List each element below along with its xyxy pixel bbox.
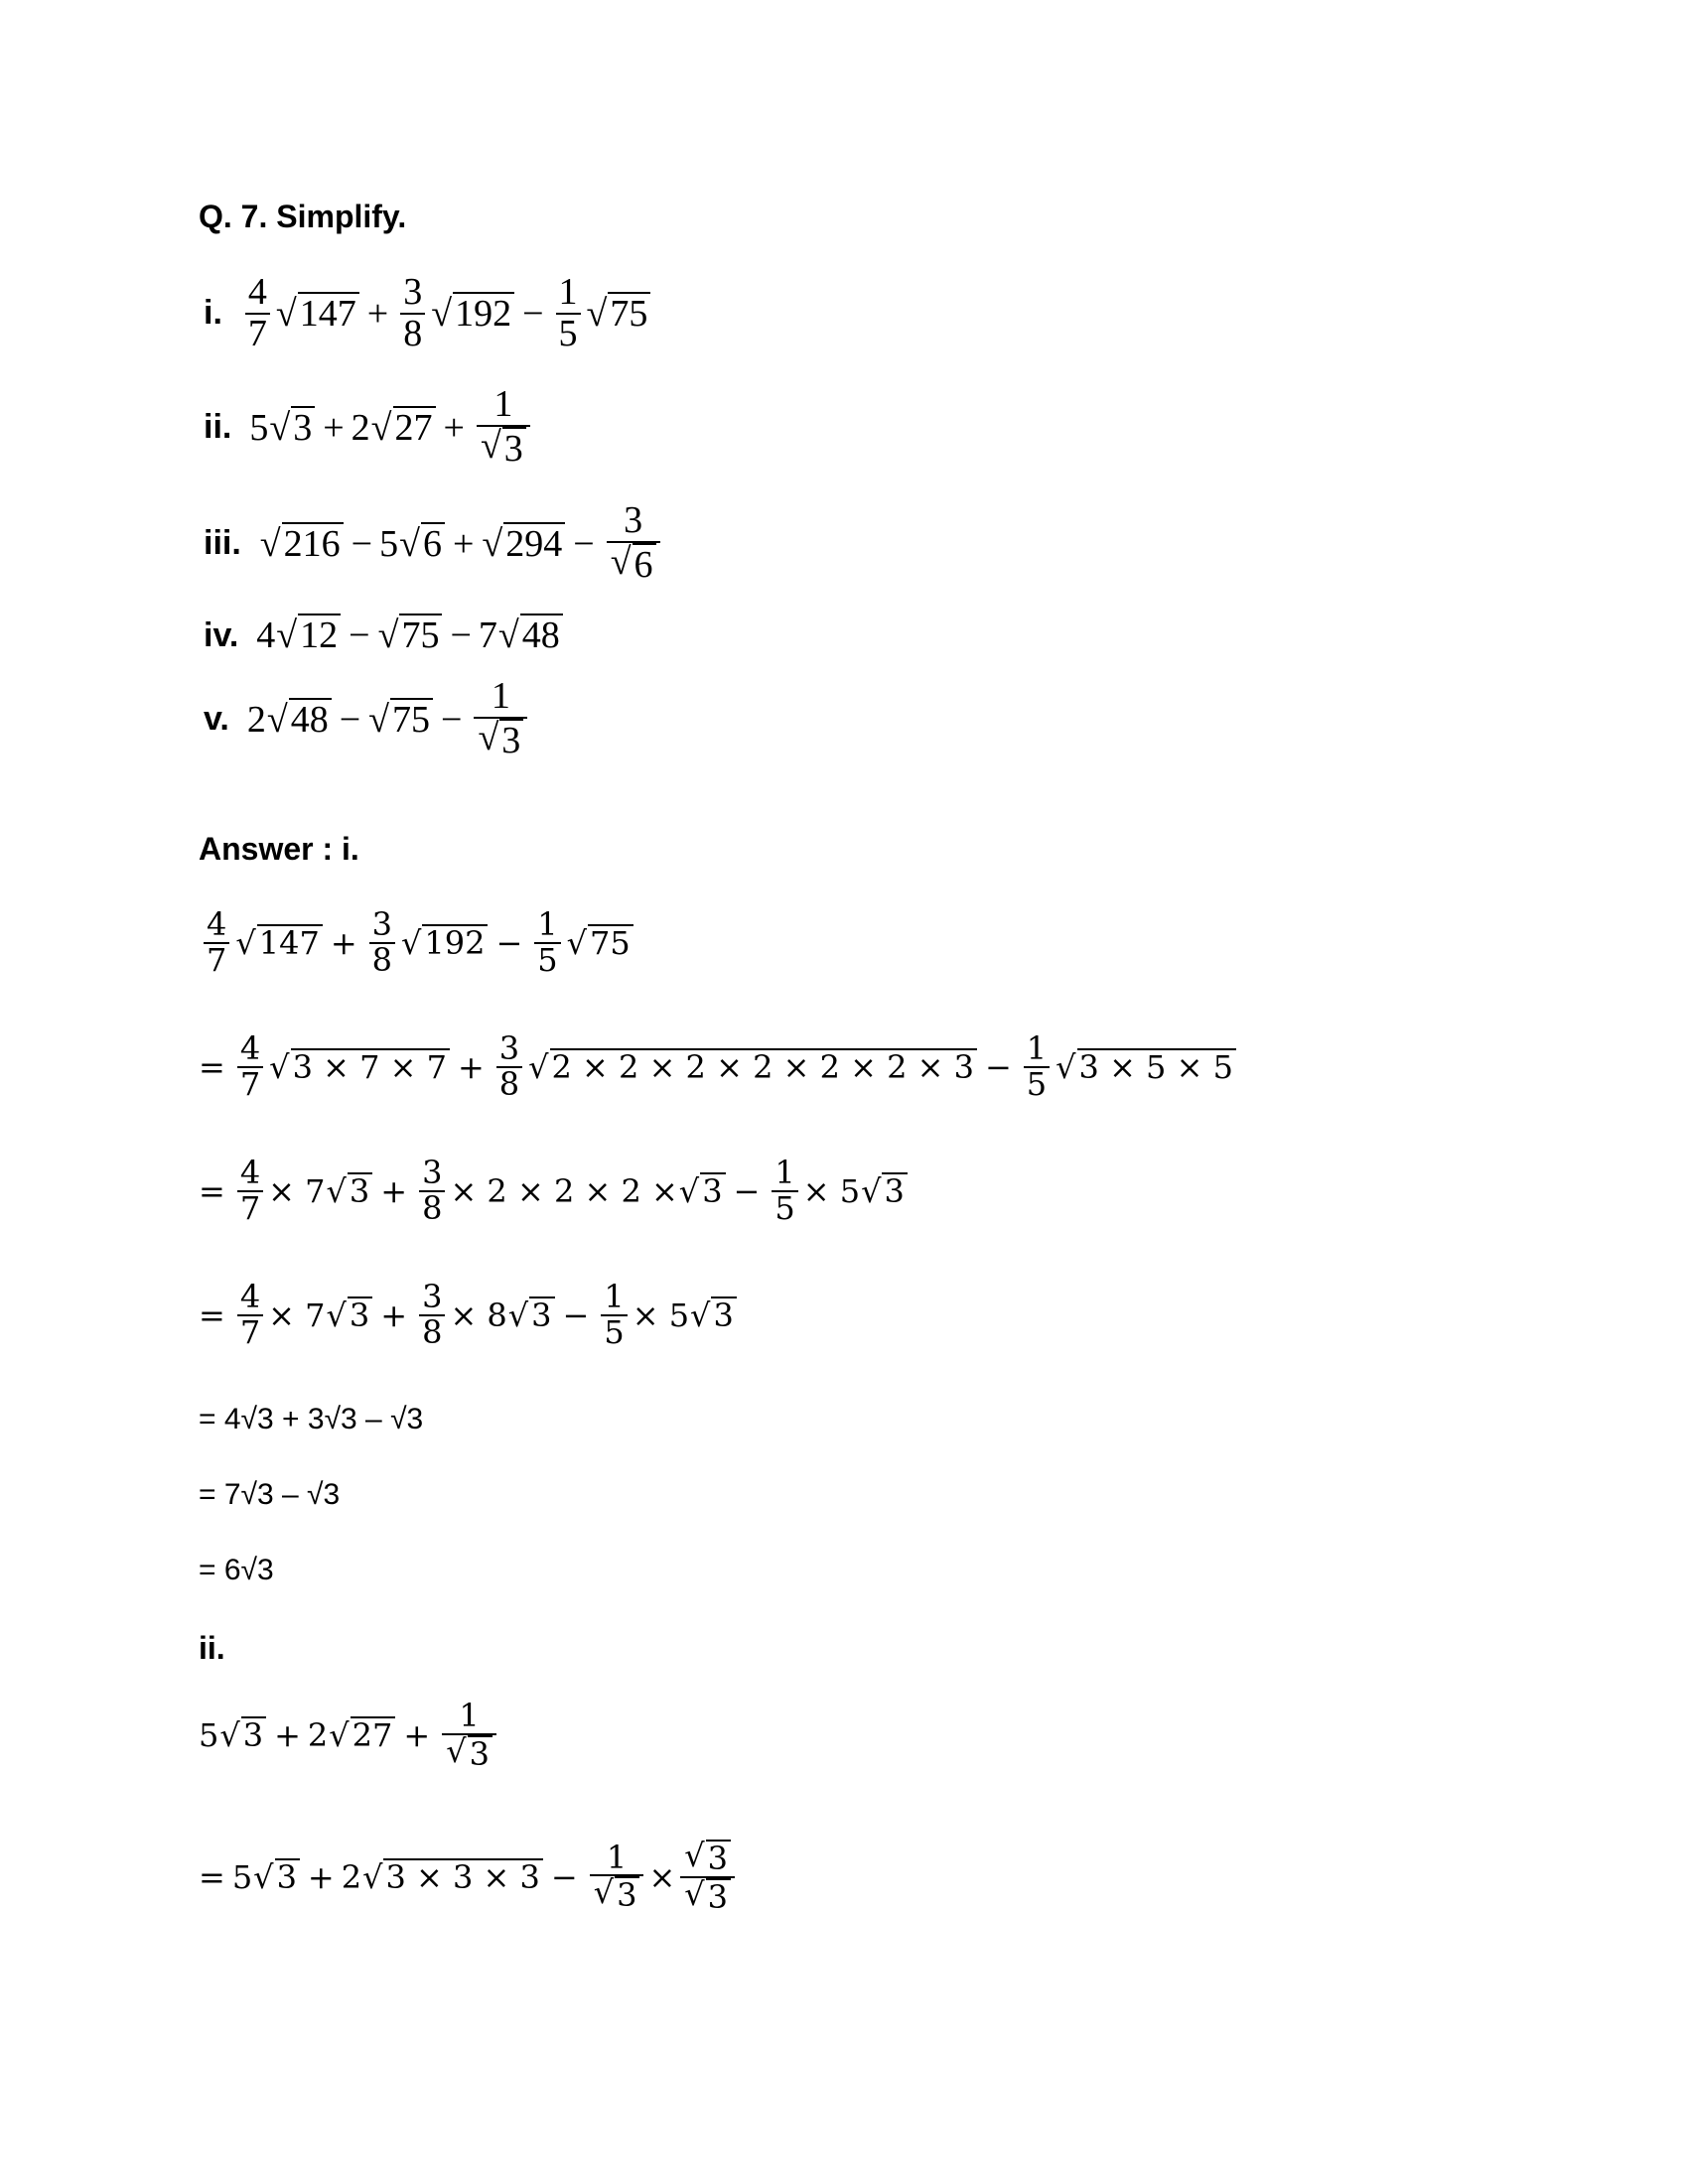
operator: + — [452, 522, 475, 565]
operator: + — [380, 1296, 408, 1334]
radical: √ 294 — [482, 522, 565, 566]
answer-i-line-4 — [199, 1278, 738, 1351]
operator: − — [733, 1171, 761, 1210]
fraction: 1 √ 3 — [442, 1700, 496, 1772]
radical: √ 75 — [567, 924, 633, 962]
fraction: $\frac{4}{7}$ — [245, 273, 270, 354]
coefficient: 5 — [231, 1858, 253, 1897]
fraction: $\frac{4}{7}$ — [204, 908, 229, 977]
fraction: 1 √ 3 — [477, 385, 530, 471]
fraction: $\frac{3}{8}$ — [369, 908, 395, 977]
operator: + — [330, 923, 357, 962]
item-label: v. — [204, 700, 229, 739]
answer-heading: Answer : i. — [199, 831, 359, 867]
radical: √ 75 — [378, 614, 443, 657]
question-item-iii — [204, 501, 665, 587]
fraction: $\frac{3}{8}$ — [419, 1281, 445, 1349]
equals-sign: = — [199, 1171, 225, 1210]
fraction: $\frac{4}{7}$ — [237, 1157, 263, 1225]
fraction: $\frac{3}{8}$ — [496, 1032, 522, 1101]
question-item-iv — [204, 614, 564, 657]
operator: − — [573, 522, 595, 565]
item-label: ii. — [204, 408, 232, 447]
fraction: $\frac{1}{5}$ — [772, 1157, 797, 1225]
operator: + — [274, 1716, 301, 1755]
times-sign: × — [648, 1858, 676, 1897]
radical: √ 48 — [498, 614, 563, 657]
multiplier: × 2 × 2 × 2 × — [450, 1171, 678, 1210]
coefficient: 7 — [478, 614, 497, 656]
operator: − — [339, 698, 361, 741]
fraction: $\frac{3}{8}$ — [419, 1157, 445, 1225]
item-label: i. — [204, 294, 222, 333]
multiplier: × 5 — [632, 1296, 690, 1334]
radical: √ 147 — [235, 924, 322, 962]
operator: − — [351, 522, 373, 565]
operator: − — [441, 698, 463, 741]
answer-i-line-6: = 7√3 – √3 — [199, 1478, 341, 1511]
multiplier: × 5 — [802, 1171, 861, 1210]
answer-i-line-5: = 4√3 + 3√3 – √3 — [199, 1403, 424, 1435]
multiplier: × 8 — [450, 1296, 507, 1334]
coefficient: 2 — [307, 1716, 329, 1755]
radical: √ 3 — [508, 1297, 555, 1334]
radical: √ 2 × 2 × 2 × 2 × 2 × 2 × 3 — [528, 1048, 977, 1086]
coefficient: 2 — [246, 698, 266, 741]
equals-sign: = — [199, 1047, 225, 1086]
coefficient: 4 — [256, 614, 276, 656]
radical: √ 27 — [329, 1716, 395, 1754]
radical: √ 192 — [401, 924, 488, 962]
operator: + — [366, 292, 389, 335]
fraction: 1 √ 3 — [474, 677, 527, 762]
question-item-i — [204, 273, 651, 354]
operator: + — [380, 1171, 408, 1210]
radical: √ 3 — [269, 406, 315, 450]
operator: − — [550, 1858, 578, 1897]
answer-ii-line-1 — [199, 1697, 501, 1773]
radical: √ 3 × 3 × 3 — [362, 1858, 543, 1896]
radical: √ 3 — [327, 1172, 373, 1210]
item-label: iv. — [204, 615, 239, 654]
answer-i-line-1 — [199, 905, 634, 979]
multiplier: × 7 — [268, 1296, 326, 1334]
radical: √ 48 — [267, 698, 332, 742]
coefficient: 2 — [351, 406, 370, 449]
fraction: 1 √ 3 — [590, 1842, 644, 1914]
operator: − — [349, 614, 370, 656]
question-item-ii — [204, 385, 535, 471]
coefficient: 5 — [249, 406, 269, 449]
operator: + — [403, 1716, 431, 1755]
fraction: √ 3 √ 3 — [680, 1840, 735, 1915]
radical: √ 147 — [276, 292, 359, 336]
radical: √ 3 × 7 × 7 — [269, 1048, 450, 1086]
radical: √ 3 — [861, 1172, 908, 1210]
operator: − — [984, 1047, 1012, 1086]
radical: √ 3 — [327, 1297, 373, 1334]
fraction: $\frac{1}{5}$ — [534, 908, 560, 977]
radical: √ 3 — [253, 1858, 300, 1896]
radical: √ 3 × 5 × 5 — [1055, 1048, 1236, 1086]
radical: √ 192 — [431, 292, 514, 336]
coefficient: 5 — [379, 522, 399, 565]
question-title: Q. 7. Simplify. — [199, 199, 407, 234]
item-label: iii. — [204, 524, 241, 563]
operator: − — [495, 923, 523, 962]
question-item-v — [204, 677, 532, 762]
coefficient: 2 — [341, 1858, 362, 1897]
answer-i-line-7: = 6√3 — [199, 1554, 274, 1586]
operator: + — [457, 1047, 485, 1086]
answer-part-ii-label: ii. — [199, 1630, 225, 1666]
fraction: 3 √ 6 — [607, 501, 660, 587]
operator: − — [450, 614, 472, 656]
radical: √ 3 — [690, 1297, 737, 1334]
operator: + — [307, 1858, 335, 1897]
operator: − — [522, 292, 544, 335]
equals-sign: = — [199, 1858, 225, 1897]
radical: √ 27 — [371, 406, 436, 450]
radical: √ 75 — [368, 698, 433, 742]
fraction: $\frac{4}{7}$ — [237, 1281, 263, 1349]
radical: √ 6 — [399, 522, 445, 566]
radical: √ 216 — [260, 522, 344, 566]
fraction: $\frac{3}{8}$ — [400, 273, 425, 354]
operator: − — [562, 1296, 590, 1334]
radical: √ 12 — [276, 614, 341, 657]
answer-i-line-3 — [199, 1154, 909, 1227]
answer-i-line-2 — [199, 1029, 1237, 1103]
radical: √ 3 — [679, 1172, 726, 1210]
equals-sign: = — [199, 1296, 225, 1334]
answer-ii-line-2 — [199, 1837, 740, 1917]
fraction: $\frac{4}{7}$ — [237, 1032, 263, 1101]
multiplier: × 7 — [268, 1171, 326, 1210]
operator: + — [323, 406, 345, 449]
operator: + — [443, 406, 465, 449]
fraction: $\frac{1}{5}$ — [1024, 1032, 1050, 1101]
radical: √ 3 — [219, 1716, 266, 1754]
fraction: $\frac{1}{5}$ — [601, 1281, 627, 1349]
fraction: $\frac{1}{5}$ — [556, 273, 581, 354]
radical: √ 75 — [587, 292, 651, 336]
coefficient: 5 — [199, 1716, 219, 1755]
